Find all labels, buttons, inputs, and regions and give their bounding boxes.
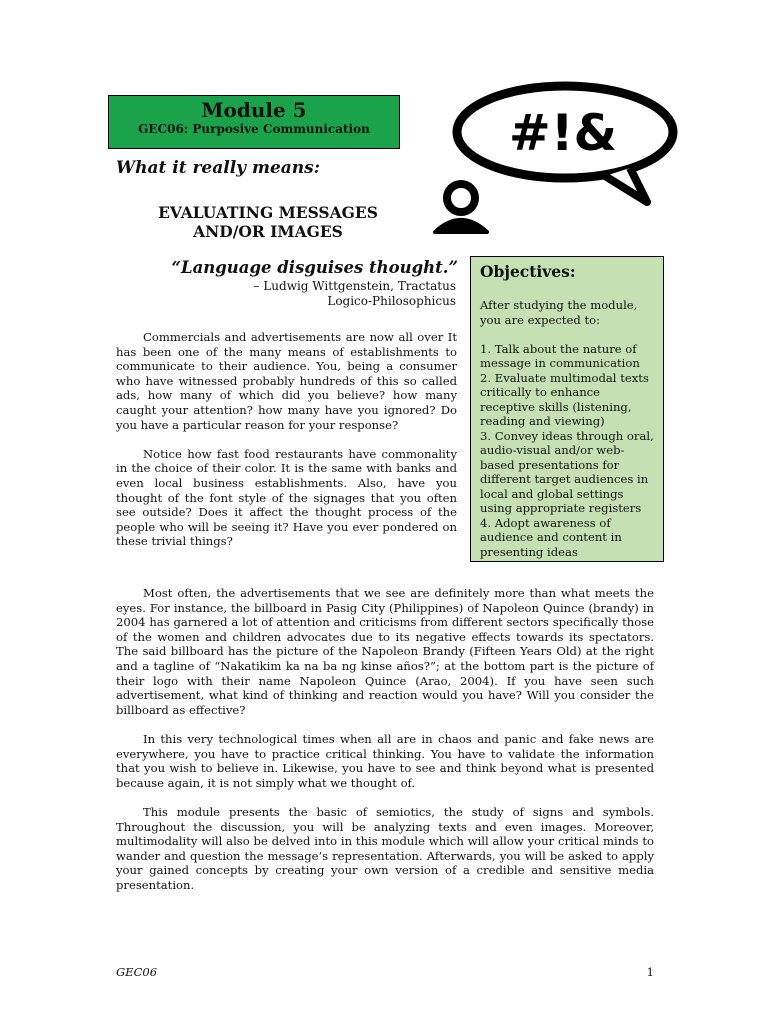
page-title xyxy=(118,203,418,241)
module-header-box xyxy=(108,95,400,149)
left-column xyxy=(116,330,457,564)
body-text xyxy=(116,586,654,907)
objectives-title: Objectives: xyxy=(480,262,576,281)
footer-course: GEC06 xyxy=(116,965,158,979)
page-title-line2: AND/OR IMAGES xyxy=(193,222,343,241)
objectives-box xyxy=(470,256,664,562)
quote-author: – Ludwig Wittgenstein, Tractatus xyxy=(253,279,456,293)
page-number: 1 xyxy=(646,965,654,979)
list-item: 1. Talk about the nature of message in communication xyxy=(480,341,640,371)
speech-bubble-person-icon xyxy=(425,80,685,245)
paragraph: Notice how fast food restaurants have commonality in the choice of their color. It is the same with banks and even local business establishments. Also, have you thought of the font style of the signages that you often see outside? Does it affect the thought process of the people who will be seeing it? Have you ever pondered on these trivial things? xyxy=(116,446,457,549)
quote-attribution xyxy=(118,279,456,309)
quote-text: “Language disguises thought.” xyxy=(171,258,458,277)
paragraph: This module presents the basic of semiotics, the study of signs and symbols. Throughout the discussion, you will be analyzing texts and even images. Moreover, multimodality will also be delved into in this module which will allow your critical minds to wander and question the message’s representation. Afterwards, you will be asked to apply your gained concepts by creating your own version of a credible and sensitive media presentation. xyxy=(116,804,654,892)
module-subtitle: GEC06: Purposive Communication xyxy=(138,122,370,136)
paragraph: Commercials and advertisements are now all over It has been one of the many means of establishments to communicate to their audience. You, being a consumer who have witnessed probably hundreds of this so called ads, how many of which did you believe? how many caught your attention? how many have you ignored? Do you have a particular reason for your response? xyxy=(116,330,457,432)
module-title: Module 5 xyxy=(201,98,307,122)
list-item: 3. Convey ideas through oral, audio-visual and/or web-based presentations for different target audiences in local and global settings using appropriate registers xyxy=(480,428,654,516)
objectives-intro: After studying the module, you are expected to: xyxy=(480,298,638,327)
list-item: 4. Adopt awareness of audience and content in presenting ideas xyxy=(480,515,622,559)
bubble-text: #!& xyxy=(508,104,618,162)
list-item: 2. Evaluate multimodal texts critically to enhance receptive skills (listening, reading and viewing) xyxy=(480,370,649,429)
page-title-line1: EVALUATING MESSAGES xyxy=(158,203,378,222)
paragraph: In this very technological times when all are in chaos and panic and fake news are everywhere, you have to practice critical thinking. You have to validate the information that you wish to believe in. Likewise, you have to see and think beyond what is presented because again, it is not simply what we thought of. xyxy=(116,731,654,790)
quote-source: Logico-Philosophicus xyxy=(327,294,456,308)
section-heading: What it really means: xyxy=(116,158,320,178)
paragraph: Most often, the advertisements that we see are definitely more than what meets the eyes. For instance, the billboard in Pasig City (Philippines) of Napoleon Quince (brandy) in 2004 has garnered a lot of attention and criticisms from different sectors specifically those of the women and children advocates due to its negative effects towards its spectators. The said billboard has the picture of the Napoleon Brandy (Fifteen Years Old) at the right and a tagline of “Nakatikim ka na ba ng kinse años?”; at the bottom part is the picture of their logo with their name Napoleon Quince (Arao, 2004). If you have seen such advertisement, what kind of thinking and reaction would you have? Will you consider the billboard as effective? xyxy=(116,586,654,717)
objectives-list xyxy=(480,342,654,560)
